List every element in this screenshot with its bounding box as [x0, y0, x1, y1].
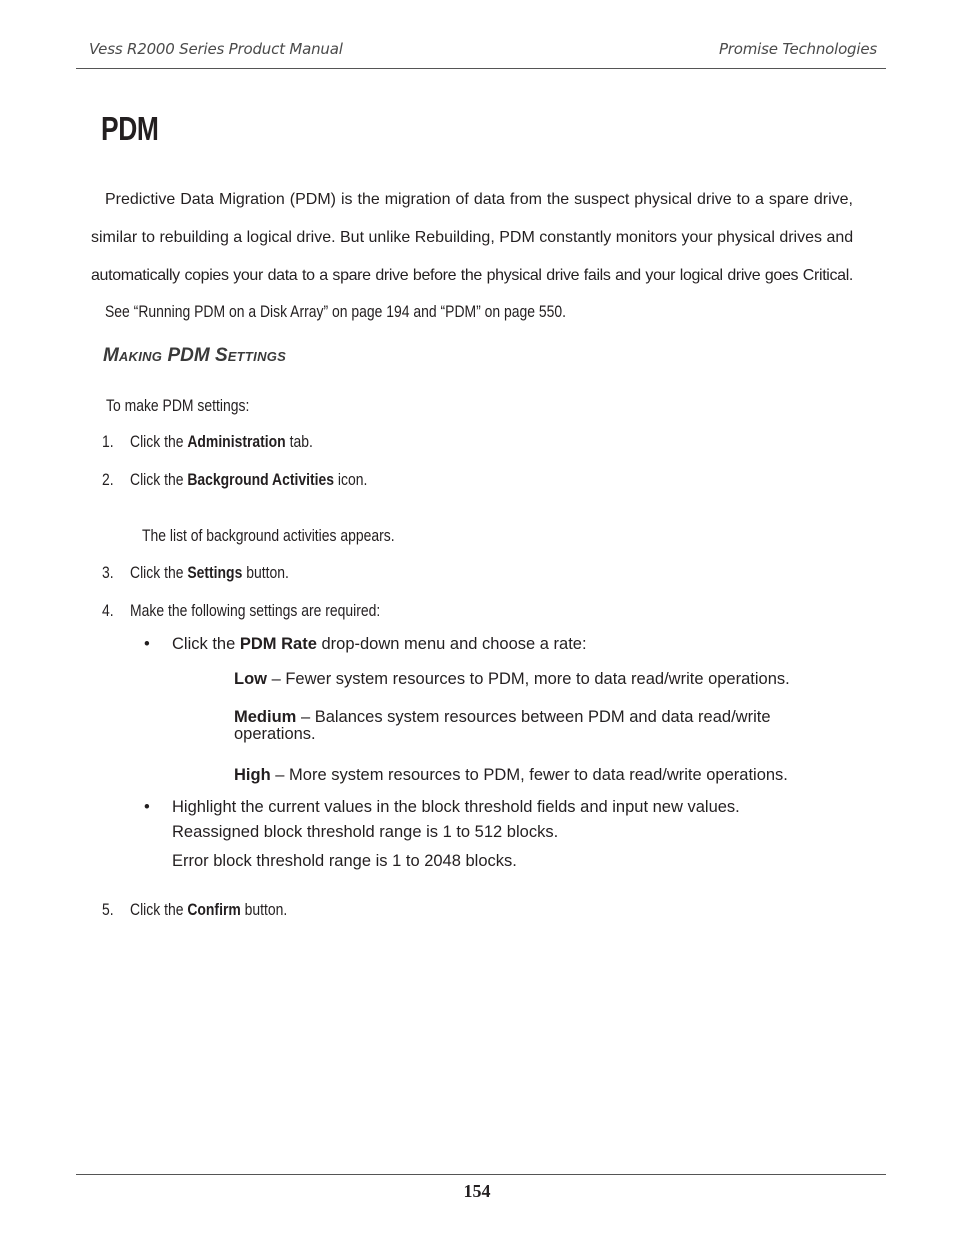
- lead-text: To make PDM settings:: [106, 396, 250, 415]
- step-2-note: The list of background activities appears.: [142, 526, 395, 545]
- bullet-text: drop-down menu and choose a rate:: [321, 635, 587, 653]
- step-number: 1.: [102, 432, 114, 451]
- section-heading: [103, 345, 286, 367]
- error-threshold-note: Error block threshold range is 1 to 2048 blocks.: [172, 852, 517, 870]
- step-4-text: Make the following settings are required:: [130, 601, 381, 620]
- rate-high: [234, 766, 788, 785]
- heading-pdm: PDM: [167, 345, 210, 366]
- step-2-text: [130, 470, 367, 490]
- step-text: Click the: [130, 900, 184, 919]
- bullet-pdm-rate: [172, 635, 587, 654]
- ui-term-background-activities: Background Activities: [187, 470, 335, 489]
- step-1-text: [130, 432, 313, 452]
- step-5-text: [130, 900, 287, 920]
- running-header-company: Promise Technologies: [718, 40, 877, 58]
- step-3-text: [130, 563, 289, 583]
- reassigned-threshold-note: Reassigned block threshold range is 1 to 512 blocks.: [172, 823, 559, 841]
- ui-term-settings: Settings: [187, 563, 243, 582]
- ui-term-pdm-rate: PDM Rate: [239, 635, 317, 653]
- footer-rule: [76, 1174, 886, 1175]
- page-number: 154: [463, 1181, 491, 1201]
- running-header-title: Vess R2000 Series Product Manual: [89, 40, 343, 58]
- intro-line-3: automatically copies your data to a spare drive before the physical drive fails and your logical drive goes Critical.: [91, 267, 853, 284]
- rate-medium: [234, 709, 771, 743]
- rate-description: – More system resources to PDM, fewer to data read/write operations.: [275, 766, 788, 784]
- step-text: button.: [244, 900, 288, 919]
- rate-name: High: [234, 766, 271, 784]
- rate-name: Low: [234, 670, 267, 688]
- step-text: Click the: [130, 470, 184, 489]
- intro-line-1: Predictive Data Migration (PDM) is the migration of data from the suspect physical drive to a spare drive,: [105, 191, 853, 208]
- bullet-marker: •: [144, 798, 150, 816]
- page-title: PDM: [101, 110, 159, 147]
- step-number: 2.: [102, 470, 114, 489]
- rate-description: – Fewer system resources to PDM, more to data read/write operations.: [271, 670, 790, 688]
- rate-name: Medium: [234, 708, 297, 726]
- bullet-text: Click the: [172, 635, 236, 653]
- ui-term-confirm: Confirm: [187, 900, 241, 919]
- step-text: Click the: [130, 432, 184, 451]
- step-text: tab.: [289, 432, 313, 451]
- step-number: 3.: [102, 563, 114, 582]
- ui-term-administration: Administration: [187, 432, 286, 451]
- heading-cap-m: M: [103, 345, 119, 366]
- heading-smallcaps-aking: AKING: [118, 349, 163, 364]
- step-text: button.: [246, 563, 289, 582]
- intro-line-2: similar to rebuilding a logical drive. But unlike Rebuilding, PDM constantly monitors your physical drives and: [91, 229, 854, 246]
- rate-description: – Balances system resources between PDM and data read/write: [300, 708, 771, 726]
- rate-description-cont: operations.: [234, 725, 316, 743]
- bullet-marker: •: [144, 635, 150, 653]
- heading-smallcaps-ettings: ETTINGS: [227, 349, 287, 364]
- bullet-threshold: Highlight the current values in the block threshold fields and input new values.: [172, 798, 740, 816]
- header-rule: [76, 68, 886, 69]
- step-number: 4.: [102, 601, 114, 620]
- heading-cap-s: S: [215, 345, 228, 366]
- see-also-text: See “Running PDM on a Disk Array” on page 194 and “PDM” on page 550.: [105, 302, 567, 321]
- intro-paragraph: [91, 181, 853, 295]
- step-number: 5.: [102, 900, 114, 919]
- step-text: Click the: [130, 563, 184, 582]
- rate-low: [234, 670, 790, 689]
- step-text: icon.: [337, 470, 368, 489]
